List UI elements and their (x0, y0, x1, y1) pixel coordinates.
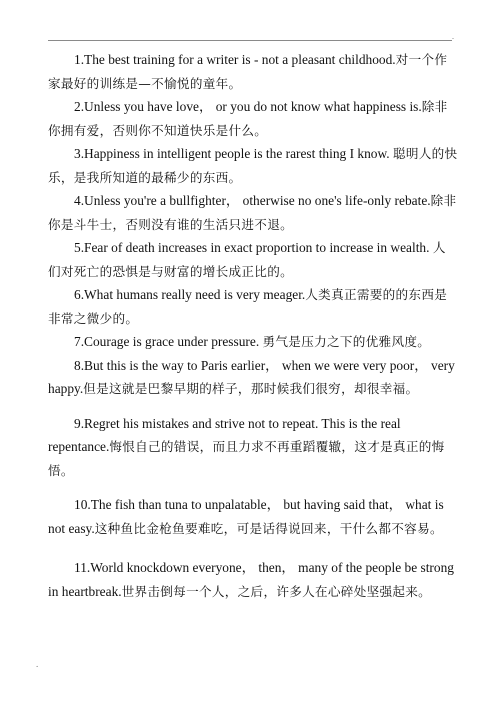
quote-11-zh: 世界击倒每一个人，之后，许多人在心碎处坚强起来。 (121, 583, 432, 599)
quote-1-zh: 对一个作家最好的训练是—不愉悦的童年。 (48, 52, 448, 91)
quote-10-zh: 这种鱼比金枪鱼要难吃，可是话得说回来，干什么都不容易。 (94, 520, 443, 536)
quote-2-zh: 除非你拥有爱，否则你不知道快乐是什么。 (48, 99, 448, 138)
quote-4 (48, 189, 458, 236)
quote-1-en: 1.The best training for a writer is - not a pleasant childhood. (74, 52, 396, 67)
header-rule (48, 40, 452, 41)
quote-11-en: 11.World knockdown everyone， then， many of the people be strong in heartbreak. (48, 560, 454, 599)
quote-4-en: 4.Unless you're a bullfighter， otherwise no one's life-only rebate. (74, 193, 431, 208)
quote-10-en: 10.The fish than tuna to unpalatable， but having said that， what is not easy. (48, 497, 444, 536)
quote-7-zh: 勇气是压力之下的优雅风度。 (262, 334, 431, 349)
quote-6-en: 6.What humans really need is very meager. (74, 287, 306, 302)
quote-list (48, 48, 458, 603)
quote-5-zh: 人们对死亡的恐惧是与财富的增长成正比的。 (48, 240, 446, 279)
quote-3-en: 3.Happiness in intelligent people is the rarest thing I know. (74, 146, 393, 161)
quote-11 (48, 556, 458, 603)
quote-5 (48, 236, 458, 283)
quote-3 (48, 142, 458, 189)
corner-mark: . (452, 32, 454, 41)
quote-10 (48, 493, 458, 540)
quote-8 (48, 354, 458, 401)
quote-7 (48, 330, 458, 354)
quote-9 (48, 412, 458, 483)
quote-8-zh: 但是这就是巴黎早期的样子，那时候我们很穷，却很幸福。 (83, 381, 419, 396)
quote-9-en: 9.Regret his mistakes and strive not to repeat. This is the real repentance. (48, 415, 401, 454)
quote-6 (48, 283, 458, 330)
bottom-mark: . (36, 659, 39, 669)
quote-8-en: 8.But this is the way to Paris earlier， when we were very poor， very happy. (48, 357, 455, 396)
quote-2-en: 2.Unless you have love， or you do not know what happiness is. (74, 99, 422, 114)
quote-1 (48, 48, 458, 95)
quote-9-zh: 悔恨自己的错误，而且力求不再重蹈覆辙，这才是真正的悔悟。 (48, 439, 445, 478)
quote-3-zh: 聪明人的快乐，是我所知道的最稀少的东西。 (48, 146, 458, 185)
quote-4-zh: 除非你是斗牛士，否则没有谁的生活只进不退。 (48, 193, 457, 232)
quote-5-en: 5.Fear of death increases in exact proportion to increase in wealth. (74, 240, 433, 255)
quote-7-en: 7.Courage is grace under pressure. (74, 334, 263, 349)
quote-6-zh: 人类真正需要的的东西是非常之微少的。 (48, 287, 448, 326)
quote-2 (48, 95, 458, 142)
